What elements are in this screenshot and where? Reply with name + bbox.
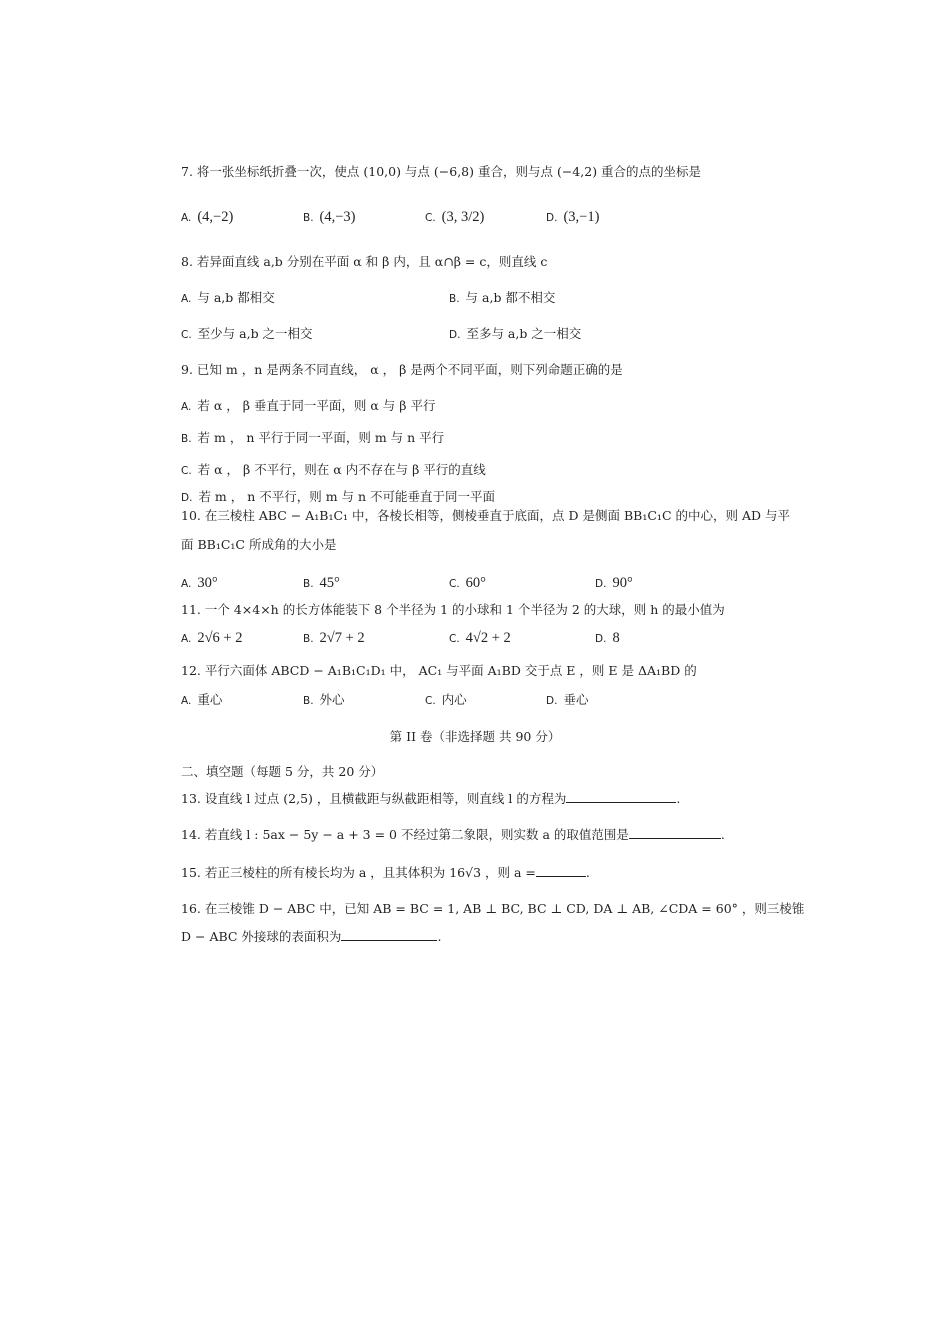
- option-label: C.: [181, 329, 192, 341]
- question-10-stem-line-2: 面 BB₁C₁C 所成角的大小是: [181, 537, 337, 552]
- option-label: D.: [449, 329, 461, 341]
- option-label: A.: [181, 695, 192, 707]
- answer-blank[interactable]: [566, 790, 676, 803]
- option-label: D.: [595, 633, 607, 645]
- question-10-option-b: [303, 574, 340, 593]
- question-15-end: .: [585, 865, 590, 880]
- question-15-text: 15. 若正三棱柱的所有棱长均为 a ，且其体积为 16√3 ，则 a =: [181, 865, 536, 880]
- option-text: 垂心: [563, 692, 589, 707]
- question-9-stem: 9. 已知 m ，n 是两条不同直线， α ， β 是两个不同平面，则下列命题正确的是: [181, 362, 623, 377]
- question-9-option-c: [181, 461, 486, 480]
- question-16-text: D − ABC 外接球的表面积为: [181, 929, 342, 944]
- question-11-option-d: [595, 629, 620, 648]
- option-text: 与 a,b 都相交: [197, 290, 275, 305]
- option-label: A.: [181, 212, 192, 224]
- option-text: 8: [612, 630, 620, 646]
- question-7-option-d: [546, 208, 599, 227]
- option-text: 外心: [319, 692, 345, 707]
- option-label: B.: [449, 293, 460, 305]
- option-label: B.: [303, 695, 314, 707]
- answer-blank[interactable]: [536, 864, 586, 877]
- question-8-option-b: [449, 289, 555, 308]
- answer-blank[interactable]: [341, 928, 437, 941]
- option-text: 4√2 + 2: [465, 630, 511, 646]
- option-text: 若 α ， β 不平行，则在 α 内不存在与 β 平行的直线: [197, 462, 486, 477]
- option-label: D.: [595, 578, 607, 590]
- question-11-option-a: [181, 629, 242, 648]
- option-label: D.: [546, 212, 558, 224]
- question-13-text: 13. 设直线 l 过点 (2,5) ，且横截距与纵截距相等，则直线 l 的方程为: [181, 791, 567, 806]
- question-8-option-d: [449, 325, 581, 344]
- question-12-option-c: [425, 691, 467, 710]
- option-label: B.: [181, 433, 192, 445]
- question-10-option-c: [449, 574, 486, 593]
- question-10-stem-line-1: 10. 在三棱柱 ABC − A₁B₁C₁ 中，各棱长相等，侧棱垂直于底面，点 D 是侧面 BB₁C₁C 的中心，则 AD 与平: [181, 508, 790, 523]
- option-label: C.: [425, 212, 436, 224]
- question-8-option-c: [181, 325, 313, 344]
- question-13: [181, 790, 680, 808]
- question-7-option-a: [181, 208, 233, 227]
- option-label: C.: [449, 633, 460, 645]
- option-text: 2√6 + 2: [197, 630, 243, 646]
- question-10-option-d: [595, 574, 633, 593]
- question-16-line-1: 16. 在三棱锥 D − ABC 中，已知 AB = BC = 1, AB ⊥ BC, BC ⊥ CD, DA ⊥ AB, ∠CDA = 60° ，则三棱锥: [181, 901, 805, 916]
- section-2-title: 二、填空题（每题 5 分，共 20 分）: [181, 764, 384, 779]
- option-text: 2√7 + 2: [319, 630, 365, 646]
- option-text: 若 α ， β 垂直于同一平面，则 α 与 β 平行: [197, 398, 436, 413]
- answer-blank[interactable]: [629, 826, 721, 839]
- question-14-end: .: [720, 827, 725, 842]
- question-16-line-2: [181, 928, 441, 946]
- option-text: 60°: [465, 575, 486, 591]
- question-14: [181, 826, 725, 844]
- option-label: A.: [181, 293, 192, 305]
- option-text: 30°: [197, 575, 218, 591]
- option-text: (3, 3/2): [441, 209, 485, 225]
- question-14-text: 14. 若直线 l : 5ax − 5y − a + 3 = 0 不经过第二象限，则实数 a 的取值范围是: [181, 827, 629, 842]
- option-text: (4,−2): [197, 209, 234, 225]
- option-label: B.: [303, 633, 314, 645]
- option-text: 至多与 a,b 之一相交: [466, 326, 582, 341]
- question-11-option-b: [303, 629, 365, 648]
- option-label: D.: [546, 695, 558, 707]
- question-7-stem: 7. 将一张坐标纸折叠一次，使点 (10,0) 与点 (−6,8) 重合，则与点 (−4,2) 重合的点的坐标是: [181, 164, 702, 179]
- option-label: A.: [181, 578, 192, 590]
- question-12-stem: 12. 平行六面体 ABCD − A₁B₁C₁D₁ 中， AC₁ 与平面 A₁BD 交于点 E ，则 E 是 ΔA₁BD 的: [181, 663, 697, 678]
- question-11-stem: 11. 一个 4×4×h 的长方体能装下 8 个半径为 1 的小球和 1 个半径为 2 的大球，则 h 的最小值为: [181, 602, 725, 617]
- option-label: D.: [181, 492, 193, 504]
- question-16-end: .: [437, 929, 442, 944]
- option-label: A.: [181, 401, 192, 413]
- question-13-end: .: [676, 791, 681, 806]
- option-label: B.: [303, 578, 314, 590]
- question-10-option-a: [181, 574, 218, 593]
- option-text: 重心: [197, 692, 223, 707]
- question-15: [181, 864, 590, 882]
- question-8-option-a: [181, 289, 275, 308]
- option-label: C.: [181, 465, 192, 477]
- option-text: 至少与 a,b 之一相交: [197, 326, 313, 341]
- option-text: 若 m ， n 平行于同一平面，则 m 与 n 平行: [197, 430, 445, 445]
- option-text: 与 a,b 都不相交: [465, 290, 556, 305]
- option-label: C.: [425, 695, 436, 707]
- question-12-option-a: [181, 691, 222, 710]
- question-9-option-b: [181, 429, 444, 448]
- part-2-title: 第 II 卷（非选择题 共 90 分）: [389, 729, 561, 744]
- question-12-option-b: [303, 691, 345, 710]
- question-8-stem: 8. 若异面直线 a,b 分别在平面 α 和 β 内，且 α∩β = c，则直线 c: [181, 254, 548, 269]
- option-text: (4,−3): [319, 209, 356, 225]
- question-7-option-c: [425, 208, 484, 227]
- option-label: B.: [303, 212, 314, 224]
- question-9-option-d: [181, 488, 495, 507]
- option-text: (3,−1): [563, 209, 600, 225]
- question-12-option-d: [546, 691, 588, 710]
- option-label: C.: [449, 578, 460, 590]
- option-label: A.: [181, 633, 192, 645]
- option-text: 90°: [612, 575, 633, 591]
- option-text: 内心: [441, 692, 467, 707]
- question-7-option-b: [303, 208, 356, 227]
- option-text: 若 m ， n 不平行，则 m 与 n 不可能垂直于同一平面: [198, 489, 496, 504]
- question-11-option-c: [449, 629, 511, 648]
- option-text: 45°: [319, 575, 340, 591]
- question-9-option-a: [181, 397, 435, 416]
